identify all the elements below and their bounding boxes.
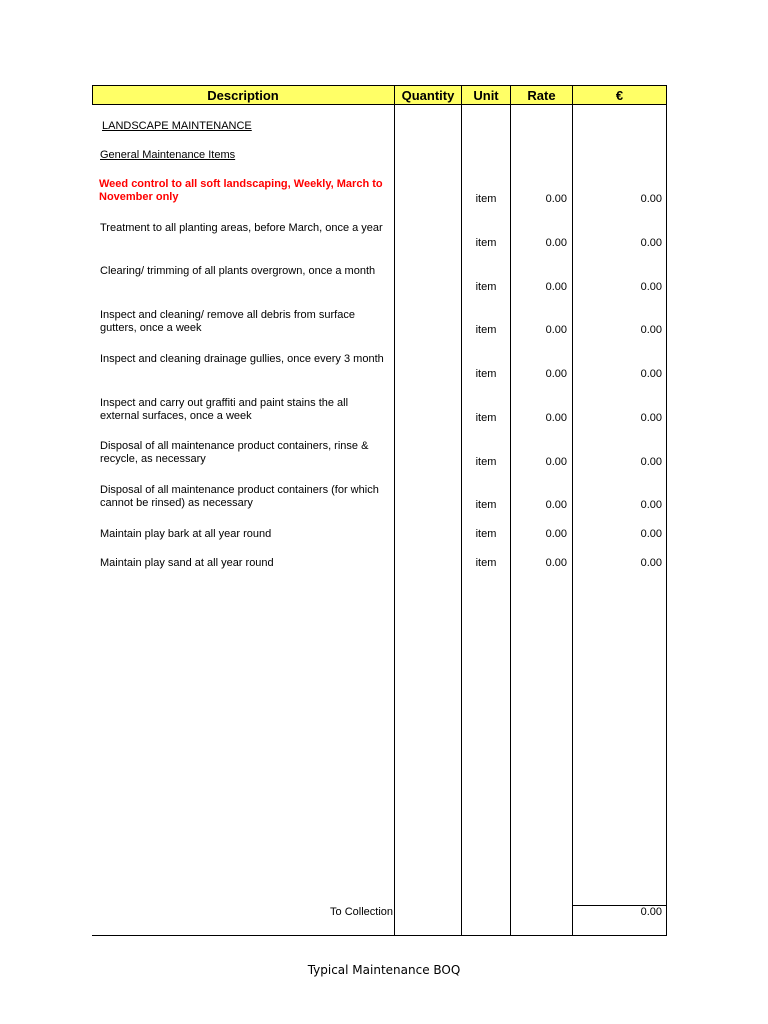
item-rate: 0.00 — [545, 368, 567, 380]
item-amount: 0.00 — [640, 412, 662, 424]
item-rate: 0.00 — [545, 499, 567, 511]
item-unit: item — [475, 368, 497, 380]
item-amount: 0.00 — [640, 499, 662, 511]
item-rate: 0.00 — [545, 324, 567, 336]
item-amount: 0.00 — [640, 557, 662, 569]
item-description: Weed control to all soft landscaping, Weekly, March to November only — [99, 178, 383, 203]
item-rate: 0.00 — [545, 193, 567, 205]
item-description: Maintain play sand at all year round — [100, 557, 274, 569]
to-collection-label: To Collection — [330, 906, 393, 918]
item-unit: item — [475, 237, 497, 249]
item-description: Inspect and cleaning drainage gullies, once every 3 month — [100, 353, 384, 365]
item-description: Clearing/ trimming of all plants overgrown, once a month — [100, 265, 376, 277]
item-unit: item — [475, 281, 497, 293]
item-rate: 0.00 — [545, 281, 567, 293]
item-description: Inspect and carry out graffiti and paint stains the all external surfaces, once a week — [100, 397, 349, 422]
header-quantity: Quantity — [401, 87, 455, 103]
item-description: Disposal of all maintenance product containers (for which cannot be rinsed) as necessary — [100, 484, 379, 509]
item-amount: 0.00 — [640, 281, 662, 293]
item-amount: 0.00 — [640, 324, 662, 336]
item-description: Maintain play bark at all year round — [100, 528, 272, 540]
item-unit: item — [475, 412, 497, 424]
item-unit: item — [475, 324, 497, 336]
item-unit: item — [475, 557, 497, 569]
item-description: Disposal of all maintenance product containers, rinse & recycle, as necessary — [100, 440, 369, 465]
item-amount: 0.00 — [640, 456, 662, 468]
item-unit: item — [475, 499, 497, 511]
item-description: Treatment to all planting areas, before March, once a year — [100, 222, 383, 234]
item-amount: 0.00 — [640, 193, 662, 205]
item-unit: item — [475, 528, 497, 540]
header-rate: Rate — [527, 87, 556, 103]
item-unit: item — [475, 456, 497, 468]
column-divider-quantity — [394, 85, 395, 936]
table-right-border — [666, 85, 667, 936]
header-euro: € — [615, 87, 624, 103]
item-rate: 0.00 — [545, 557, 567, 569]
section-title: LANDSCAPE MAINTENANCE — [102, 120, 252, 132]
item-unit: item — [475, 193, 497, 205]
header-description: Description — [207, 87, 279, 103]
item-rate: 0.00 — [545, 237, 567, 249]
item-rate: 0.00 — [545, 528, 567, 540]
item-amount: 0.00 — [640, 237, 662, 249]
item-amount: 0.00 — [640, 368, 662, 380]
footer-title: Typical Maintenance BOQ — [307, 963, 461, 977]
item-amount: 0.00 — [640, 528, 662, 540]
header-unit: Unit — [473, 87, 499, 103]
to-collection-amount: 0.00 — [640, 906, 662, 918]
table-bottom-border — [92, 935, 667, 936]
subsection-title: General Maintenance Items — [100, 149, 236, 161]
item-rate: 0.00 — [545, 412, 567, 424]
item-rate: 0.00 — [545, 456, 567, 468]
item-description: Inspect and cleaning/ remove all debris from surface gutters, once a week — [100, 309, 355, 334]
